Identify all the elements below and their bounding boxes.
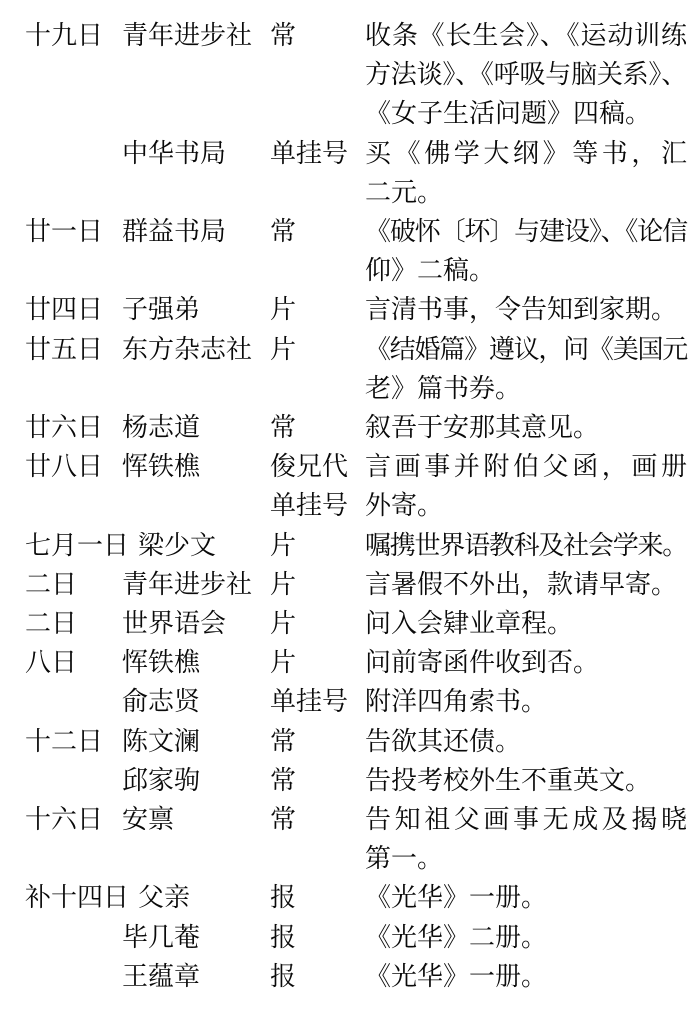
table-row bbox=[25, 957, 687, 996]
row-left-group bbox=[25, 16, 270, 55]
table-row bbox=[25, 212, 687, 290]
date-cell: 二日 bbox=[25, 609, 78, 639]
content-line: 嘱携世界语教科及社会学来。 bbox=[365, 530, 688, 560]
mail-type-cell bbox=[270, 447, 365, 525]
row-left-group bbox=[25, 408, 270, 447]
content-cell bbox=[365, 957, 687, 996]
mail-type-cell bbox=[270, 682, 365, 721]
content-line: 方法谈》、《呼吸与脑关系》、 bbox=[365, 60, 688, 90]
correspondence-ledger bbox=[25, 16, 687, 996]
table-row bbox=[25, 408, 687, 447]
row-left-group bbox=[25, 526, 270, 565]
content-line: 告投考校外生不重英文。 bbox=[365, 765, 652, 795]
mail-type-line: 俊兄代 bbox=[270, 452, 349, 482]
recipient-cell: 恽铁樵 bbox=[122, 648, 201, 678]
date-cell: 八日 bbox=[25, 648, 78, 678]
mail-type-cell bbox=[270, 526, 365, 565]
content-line: 二元。 bbox=[365, 177, 444, 207]
content-line: 《光华》一册。 bbox=[365, 961, 548, 991]
table-row bbox=[25, 604, 687, 643]
table-row bbox=[25, 330, 687, 408]
content-line: 《破怀〔坏〕与建设》、《论信 bbox=[365, 217, 688, 247]
date-cell: 十九日 bbox=[25, 21, 104, 50]
recipient-cell: 东方杂志社 bbox=[122, 334, 253, 364]
content-cell bbox=[365, 878, 687, 917]
content-cell bbox=[365, 565, 687, 604]
row-left-group bbox=[25, 447, 270, 486]
mail-type-line: 片 bbox=[270, 648, 297, 678]
recipient-cell: 子强弟 bbox=[122, 295, 201, 325]
content-cell bbox=[365, 918, 687, 957]
table-row bbox=[25, 16, 687, 134]
row-left-group bbox=[25, 212, 270, 251]
content-cell bbox=[365, 526, 687, 565]
content-line: 外寄。 bbox=[365, 491, 444, 521]
mail-type-cell bbox=[270, 761, 365, 800]
mail-type-cell bbox=[270, 800, 365, 839]
mail-type-line: 常 bbox=[270, 726, 297, 756]
mail-type-line: 常 bbox=[270, 413, 297, 443]
mail-type-cell bbox=[270, 212, 365, 251]
row-left-group bbox=[25, 643, 270, 682]
content-line: 《结婚篇》遵议，问《美国元 bbox=[365, 334, 688, 364]
content-cell bbox=[365, 447, 687, 525]
row-left-group bbox=[25, 682, 270, 721]
date-cell bbox=[25, 134, 122, 173]
mail-type-line: 单挂号 bbox=[270, 138, 349, 168]
date-cell: 廿六日 bbox=[25, 413, 104, 443]
content-line: 仰》二稿。 bbox=[365, 256, 496, 286]
mail-type-line: 片 bbox=[270, 530, 297, 560]
content-line: 《女子生活问题》四稿。 bbox=[365, 99, 652, 129]
row-left-group bbox=[25, 604, 270, 643]
mail-type-line: 常 bbox=[270, 217, 297, 247]
table-row bbox=[25, 643, 687, 682]
recipient-cell: 群益书局 bbox=[122, 217, 227, 247]
row-left-group bbox=[25, 565, 270, 604]
row-left-group bbox=[25, 330, 270, 369]
table-row bbox=[25, 290, 687, 329]
date-cell: 廿一日 bbox=[25, 217, 104, 247]
table-row bbox=[25, 526, 687, 565]
row-left-group bbox=[25, 761, 270, 800]
content-line: 言暑假不外出，款请早寄。 bbox=[365, 569, 678, 599]
table-row bbox=[25, 447, 687, 525]
content-cell bbox=[365, 290, 687, 329]
table-row bbox=[25, 878, 687, 917]
mail-type-line: 片 bbox=[270, 295, 297, 325]
content-line: 《光华》一册。 bbox=[365, 883, 548, 913]
mail-type-line: 报 bbox=[270, 883, 297, 913]
mail-type-cell bbox=[270, 918, 365, 957]
content-cell bbox=[365, 682, 687, 721]
table-row bbox=[25, 761, 687, 800]
content-cell bbox=[365, 604, 687, 643]
content-cell bbox=[365, 408, 687, 447]
content-line: 附洋四角索书。 bbox=[365, 687, 548, 717]
recipient-cell: 邱家驹 bbox=[122, 765, 201, 795]
content-line: 老》篇书券。 bbox=[365, 373, 522, 403]
recipient-cell: 青年进步社 bbox=[122, 21, 253, 50]
recipient-cell: 杨志道 bbox=[122, 413, 201, 443]
date-cell bbox=[25, 761, 122, 800]
content-line: 言画事并附伯父函，画册 bbox=[365, 452, 687, 482]
content-line: 言清书事，令告知到家期。 bbox=[365, 295, 678, 325]
mail-type-cell bbox=[270, 565, 365, 604]
mail-type-line: 片 bbox=[270, 569, 297, 599]
date-cell: 补十四日 bbox=[25, 883, 130, 913]
content-line: 买《佛学大纲》等书，汇 bbox=[365, 138, 687, 168]
row-left-group bbox=[25, 722, 270, 761]
content-cell bbox=[365, 722, 687, 761]
content-line: 问入会肄业章程。 bbox=[365, 609, 574, 639]
date-cell bbox=[25, 682, 122, 721]
date-cell: 廿四日 bbox=[25, 295, 104, 325]
row-left-group bbox=[25, 800, 270, 839]
table-row bbox=[25, 134, 687, 212]
date-cell: 十六日 bbox=[25, 805, 104, 835]
mail-type-cell bbox=[270, 604, 365, 643]
table-row bbox=[25, 565, 687, 604]
content-line: 叙吾于安那其意见。 bbox=[365, 413, 600, 443]
mail-type-line: 报 bbox=[270, 961, 297, 991]
content-line: 收条《长生会》、《运动训练 bbox=[365, 21, 687, 50]
content-cell bbox=[365, 761, 687, 800]
mail-type-cell bbox=[270, 16, 365, 55]
row-left-group bbox=[25, 290, 270, 329]
mail-type-cell bbox=[270, 330, 365, 369]
content-line: 《光华》二册。 bbox=[365, 922, 548, 952]
mail-type-line: 片 bbox=[270, 609, 297, 639]
mail-type-line: 常 bbox=[270, 765, 297, 795]
recipient-cell: 陈文澜 bbox=[122, 726, 201, 756]
date-cell: 十二日 bbox=[25, 726, 104, 756]
mail-type-cell bbox=[270, 643, 365, 682]
mail-type-cell bbox=[270, 957, 365, 996]
date-cell bbox=[25, 918, 122, 957]
row-left-group bbox=[25, 918, 270, 957]
recipient-cell: 毕几菴 bbox=[122, 922, 201, 952]
recipient-cell: 王蕴章 bbox=[122, 961, 201, 991]
recipient-cell: 俞志贤 bbox=[122, 687, 201, 717]
content-cell bbox=[365, 16, 687, 134]
recipient-cell: 父亲 bbox=[138, 883, 191, 913]
recipient-cell: 青年进步社 bbox=[122, 569, 253, 599]
recipient-cell: 梁少文 bbox=[138, 530, 217, 560]
date-cell: 二日 bbox=[25, 569, 78, 599]
mail-type-line: 常 bbox=[270, 805, 297, 835]
mail-type-cell bbox=[270, 878, 365, 917]
table-row bbox=[25, 918, 687, 957]
recipient-cell: 中华书局 bbox=[122, 138, 227, 168]
mail-type-line: 单挂号 bbox=[270, 687, 349, 717]
content-line: 问前寄函件收到否。 bbox=[365, 648, 600, 678]
row-left-group bbox=[25, 878, 270, 917]
mail-type-line: 常 bbox=[270, 21, 297, 50]
content-cell bbox=[365, 134, 687, 212]
content-cell bbox=[365, 330, 687, 408]
content-line: 第一。 bbox=[365, 844, 444, 874]
date-cell: 廿八日 bbox=[25, 452, 104, 482]
recipient-cell: 世界语会 bbox=[122, 609, 227, 639]
content-line: 告知祖父画事无成及揭晓 bbox=[365, 805, 687, 835]
content-cell bbox=[365, 643, 687, 682]
table-row bbox=[25, 722, 687, 761]
mail-type-cell bbox=[270, 290, 365, 329]
content-line: 告欲其还债。 bbox=[365, 726, 522, 756]
mail-type-cell bbox=[270, 408, 365, 447]
mail-type-line: 片 bbox=[270, 334, 297, 364]
row-left-group bbox=[25, 957, 270, 996]
date-cell bbox=[25, 957, 122, 996]
date-cell: 廿五日 bbox=[25, 334, 104, 364]
mail-type-line: 单挂号 bbox=[270, 491, 349, 521]
mail-type-cell bbox=[270, 134, 365, 173]
mail-type-cell bbox=[270, 722, 365, 761]
table-row bbox=[25, 682, 687, 721]
row-left-group bbox=[25, 134, 270, 173]
recipient-cell: 安禀 bbox=[122, 805, 175, 835]
table-row bbox=[25, 800, 687, 878]
date-cell: 七月一日 bbox=[25, 530, 130, 560]
content-cell bbox=[365, 800, 687, 878]
recipient-cell: 恽铁樵 bbox=[122, 452, 201, 482]
mail-type-line: 报 bbox=[270, 922, 297, 952]
content-cell bbox=[365, 212, 687, 290]
